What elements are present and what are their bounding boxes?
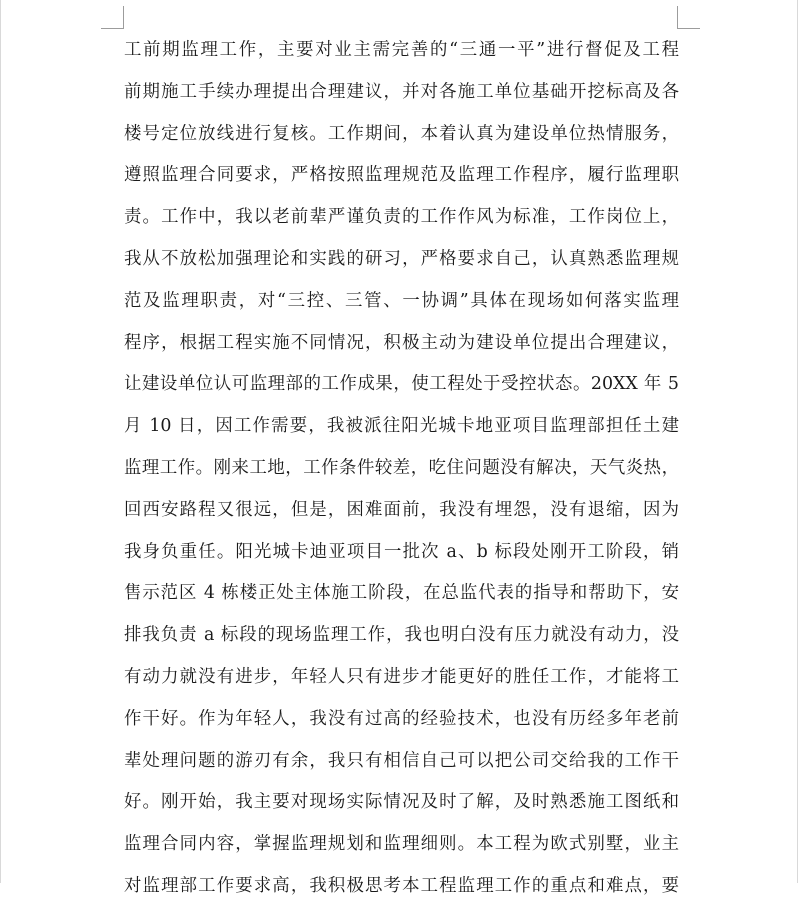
text-line: 作干好。作为年轻人，我没有过高的经验技术，也没有历经多年老前	[124, 708, 679, 729]
text-line: 工前期监理工作，主要对业主需完善的“三通一平”进行督促及工程	[124, 40, 679, 60]
text-line: 前期施工手续办理提出合理建议，并对各施工单位基础开挖标高及各	[124, 81, 679, 102]
text-line: 好。刚开始，我主要对现场实际情况及时了解，及时熟悉施工图纸和	[124, 792, 679, 813]
body-paragraph	[124, 30, 679, 908]
text-line: 辈处理问题的游刃有余，我只有相信自己可以把公司交给我的工作干	[124, 750, 679, 771]
text-line: 有动力就没有进步，年轻人只有进步才能更好的胜任工作，才能将工	[124, 666, 679, 687]
text-line: 监理工作。刚来工地，工作条件较差，吃住问题没有解决，天气炎热，	[124, 457, 679, 478]
text-line: 让建设单位认可监理部的工作成果，使工程处于受控状态。20XX 年 5	[124, 374, 679, 395]
top-left-margin-mark	[101, 6, 124, 29]
text-line: 售示范区 4 栋楼正处主体施工阶段，在总监代表的指导和帮助下，安	[124, 583, 679, 604]
text-line: 我身负重任。阳光城卡迪亚项目一批次 a、b 标段处刚开工阶段，销	[124, 541, 679, 562]
text-line: 我从不放松加强理论和实践的研习，严格要求自己，认真熟悉监理规	[124, 248, 679, 269]
text-line: 楼号定位放线进行复核。工作期间，本着认真为建设单位热情服务，	[124, 123, 679, 144]
text-line: 责。工作中，我以老前辈严谨负责的工作作风为标准，工作岗位上，	[124, 207, 679, 228]
text-line: 回西安路程又很远，但是，困难面前，我没有埋怨，没有退缩，因为	[124, 499, 679, 520]
text-line: 范及监理职责，对“三控、三管、一协调”具体在现场如何落实监理	[124, 290, 679, 311]
text-line: 程序，根据工程实施不同情况，积极主动为建设单位提出合理建议，	[124, 332, 679, 353]
text-line: 遵照监理合同要求，严格按照监理规范及监理工作程序，履行监理职	[124, 165, 679, 186]
text-line: 监理合同内容，掌握监理规划和监理细则。本工程为欧式别墅，业主	[124, 834, 679, 855]
text-line: 对监理部工作要求高，我积极思考本工程监理工作的重点和难点，要	[124, 875, 679, 896]
text-line: 月 10 日，因工作需要，我被派往阳光城卡地亚项目监理部担任土建	[124, 416, 679, 437]
top-right-margin-mark	[677, 6, 700, 29]
text-line: 排我负责 a 标段的现场监理工作，我也明白没有压力就没有动力，没	[124, 625, 679, 646]
